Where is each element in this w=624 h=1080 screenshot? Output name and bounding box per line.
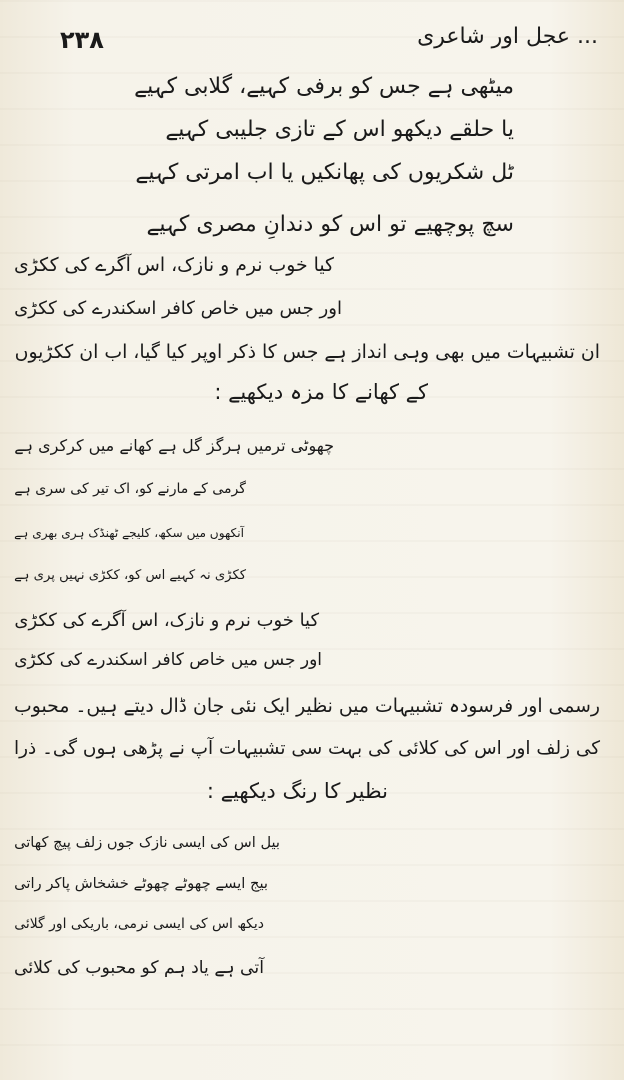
page-header [60,22,598,62]
running-title: ... عجل اور شاعری [417,24,598,49]
page-number: ۲۳۸ [60,26,104,54]
verse-line: آنکھوں میں سکھ، کلیجے ٹھنڈک ہری بھری ہے [14,526,244,540]
verse-line: میٹھی ہے جس کو برفی کہیے، گلابی کہیے [134,74,514,99]
verse-line: ککڑی نہ کہیے اس کو، ککڑی نہیں پری ہے [14,568,246,583]
verse-line: چھوٹی ترمیں ہرگز گل ہے کھانے میں کرکری ہے [14,436,334,455]
verse-line: بیل اس کی ایسی نازک جوں زلف پیچ کھاتی [14,834,280,851]
verse-line: ٹل شکریوں کی پھانکیں یا اب امرتی کہیے [135,160,514,185]
prose-line: رسمی اور فرسودہ تشبیہات میں نظیر ایک نئی جان ڈال دیتے ہیں۔ محبوب [14,696,600,717]
verse-line: بیج ایسے چھوٹے چھوٹے خشخاش پاکر راتی [14,875,268,892]
prose-line: ان تشبیہات میں بھی وہی انداز ہے جس کا ذکر اوپر کیا گیا، اب ان ککڑیوں [14,341,600,363]
refrain-line: کیا خوب نرم و نازک، اس آگرے کی ککڑی [14,610,319,631]
refrain-line: اور جس میں خاص کافر اسکندرے کی ککڑی [14,298,342,319]
prose-line: کے کھانے کا مزہ دیکھیے : [214,380,428,404]
verse-line: یا حلقے دیکھو اس کے تازی جلیبی کہیے [165,117,514,142]
verse-line: آتی ہے یاد ہم کو محبوب کی کلائی [13,958,264,978]
prose-line: کی زلف اور اس کی کلائی کی بہت سی تشبیہات آپ نے پڑھی ہوں گی۔ ذرا [14,738,600,759]
verse-line: سچ پوچھیے تو اس کو دندانِ مصری کہیے [146,212,514,237]
verse-line: گرمی کے مارنے کو، اک تیر کی سری ہے [14,481,246,497]
refrain-line: اور جس میں خاص کافر اسکندرے کی ککڑی [14,650,322,670]
verse-line: دیکھ اس کی ایسی نرمی، باریکی اور گلائی [14,916,264,932]
prose-line: نظیر کا رنگ دیکھیے : [206,779,388,803]
refrain-line: کیا خوب نرم و نازک، اس آگرے کی ککڑی [14,255,334,276]
